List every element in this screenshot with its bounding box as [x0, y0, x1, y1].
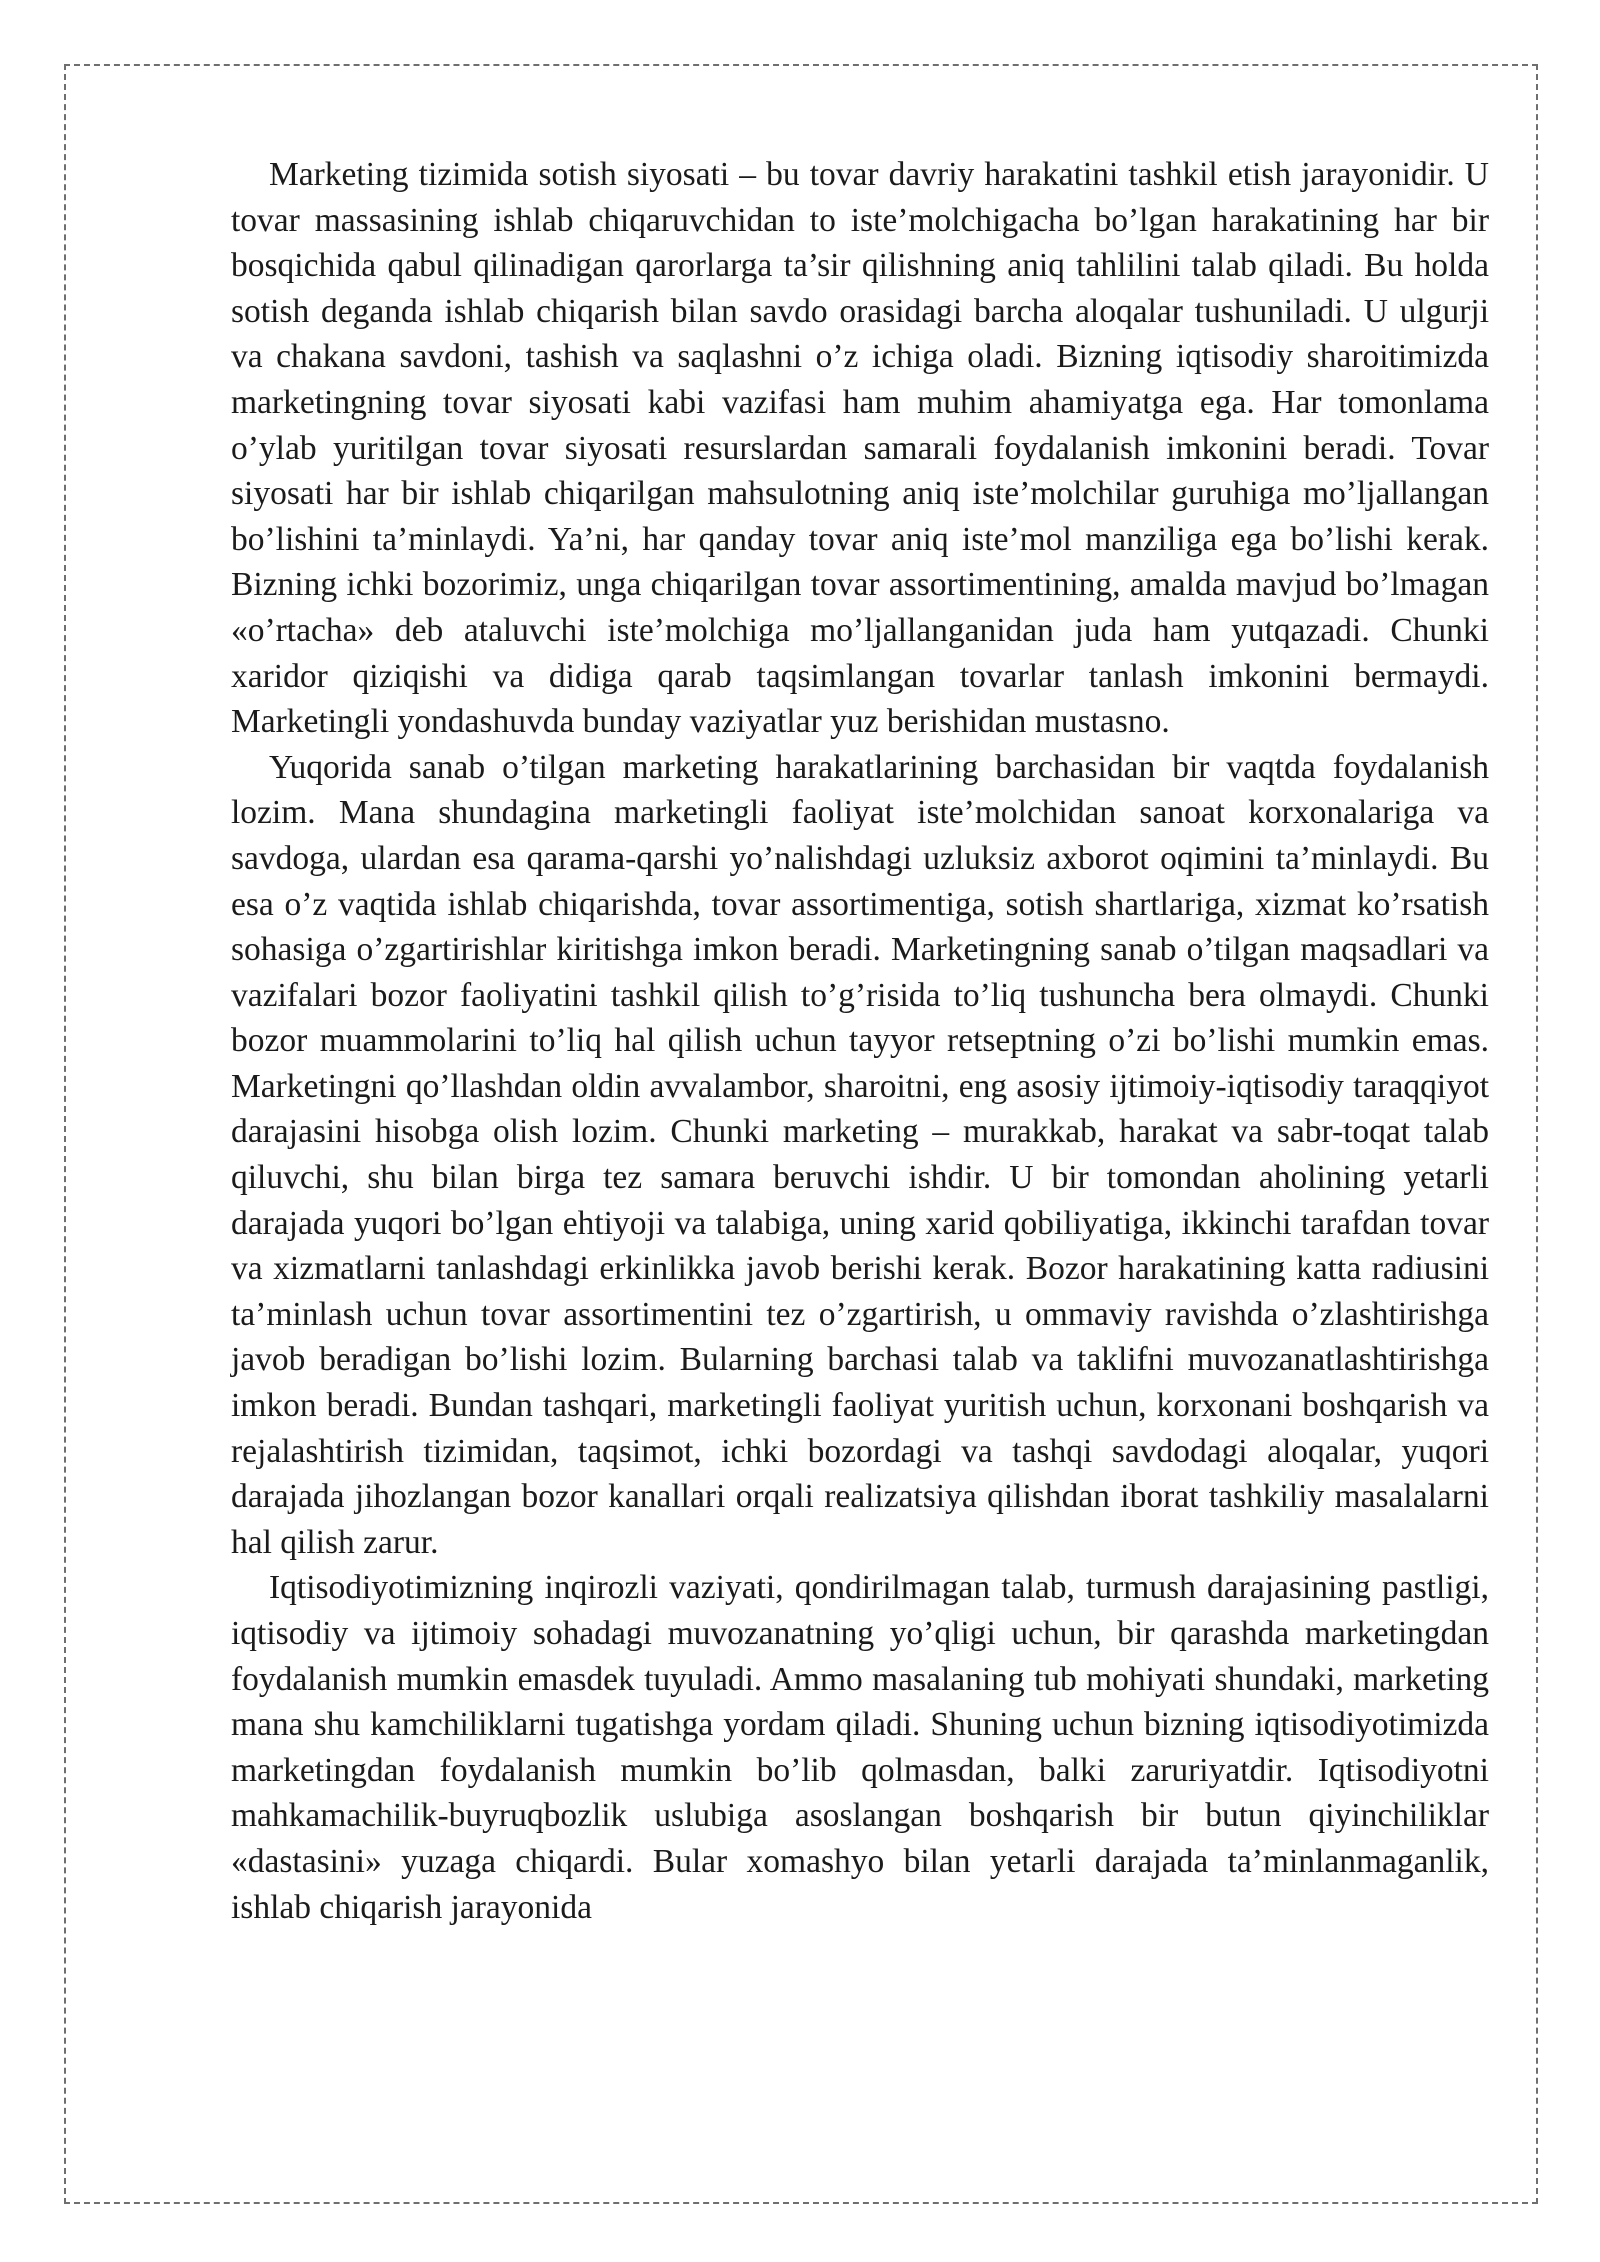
paragraph: Marketing tizimida sotish siyosati – bu tovar davriy harakatini tashkil etish jarayonidir. U tovar massasining ishlab chiqaruvchidan to iste’molchigacha bo’lgan harakatining har bir bosqichida qabul qilinadigan qarorlarga ta’sir qilishning aniq tahlilini talab qiladi. Bu holda sotish deganda ishlab chiqarish bilan savdo orasidagi barcha aloqalar tushuniladi. U ulgurji va chakana savdoni, tashish va saqlashni o’z ichiga oladi. Bizning iqtisodiy sharoitimizda marketingning tovar siyosati kabi vazifasi ham muhim ahamiyatga ega. Har tomonlama o’ylab yuritilgan tovar siyosati resurslardan samarali foydalanish imkonini beradi. Tovar siyosati har bir ishlab chiqarilgan mahsulotning aniq iste’molchilar guruhiga mo’ljallangan bo’lishini ta’minlaydi. Ya’ni, har qanday tovar aniq iste’mol manziliga ega bo’lishi kerak. Bizning ichki bozorimiz, unga chiqarilgan tovar assortimentining, amalda mavjud bo’lmagan «o’rtacha» deb ataluvchi iste’molchiga mo’ljallanganidan juda ham yutqazadi. Chunki xaridor qiziqishi va didiga qarab taqsimlangan tovarlar tanlash imkonini bermaydi. Marketingli yondashuvda bunday vaziyatlar yuz berishidan mustasno. — [231, 156, 1489, 741]
document-body — [231, 152, 1489, 1930]
paragraph: Yuqorida sanab o’tilgan marketing harakatlarining barchasidan bir vaqtda foydalanish lozim. Mana shundagina marketingli faoliyat iste’molchidan sanoat korxonalariga va savdoga, ulardan esa qarama-qarshi yo’nalishdagi uzluksiz axborot oqimini ta’minlaydi. Bu esa o’z vaqtida ishlab chiqarishda, tovar assortimentiga, sotish shartlariga, xizmat ko’rsatish sohasiga o’zgartirishlar kiritishga imkon beradi. Marketingning sanab o’tilgan maqsadlari va vazifalari bozor faoliyatini tashkil qilish to’g’risida to’liq tushuncha bera olmaydi. Chunki bozor muammolarini to’liq hal qilish uchun tayyor retseptning o’zi bo’lishi mumkin emas. Marketingni qo’llashdan oldin avvalambor, sharoitni, eng asosiy ijtimoiy-iqtisodiy taraqqiyot darajasini hisobga olish lozim. Chunki marketing – murakkab, harakat va sabr-toqat talab qiluvchi, shu bilan birga tez samara beruvchi ishdir. U bir tomondan aholining yetarli darajada yuqori bo’lgan ehtiyoji va talabiga, uning xarid qobiliyatiga, ikkinchi tarafdan tovar va xizmatlarni tanlashdagi erkinlikka javob berishi kerak. Bozor harakatining katta radiusini ta’minlash uchun tovar assortimentini tez o’zgartirish, u ommaviy ravishda o’zlashtirishga javob beradigan bo’lishi lozim. Bularning barchasi talab va taklifni muvozanatlashtirishga imkon beradi. Bundan tashqari, marketingli faoliyat yuritish uchun, korxonani boshqarish va rejalashtirish tizimidan, taqsimot, ichki bozordagi va tashqi savdodagi aloqalar, yuqori darajada jihozlangan bozor kanallari orqali realizatsiya qilishdan iborat tashkiliy masalalarni hal qilish zarur. — [231, 748, 1489, 1561]
paragraph: Iqtisodiyotimizning inqirozli vaziyati, qondirilmagan talab, turmush darajasining pastligi, iqtisodiy va ijtimoiy sohadagi muvozanatning yo’qligi uchun, bir qarashda marketingdan foydalanish mumkin emasdek tuyuladi. Ammo masalaning tub mohiyati shundaki, marketing mana shu kamchiliklarni tugatishga yordam qiladi. Shuning uchun bizning iqtisodiyotimizda marketingdan foydalanish mumkin bo’lib qolmasdan, balki zaruriyatdir. Iqtisodiyotni mahkamachilik-buyruqbozlik uslubiga asoslangan boshqarish bir butun qiyinchiliklar «dastasini» yuzaga chiqardi. Bular xomashyo bilan yetarli darajada ta’minlanmaganlik, ishlab chiqarish jarayonida — [231, 1569, 1489, 1926]
